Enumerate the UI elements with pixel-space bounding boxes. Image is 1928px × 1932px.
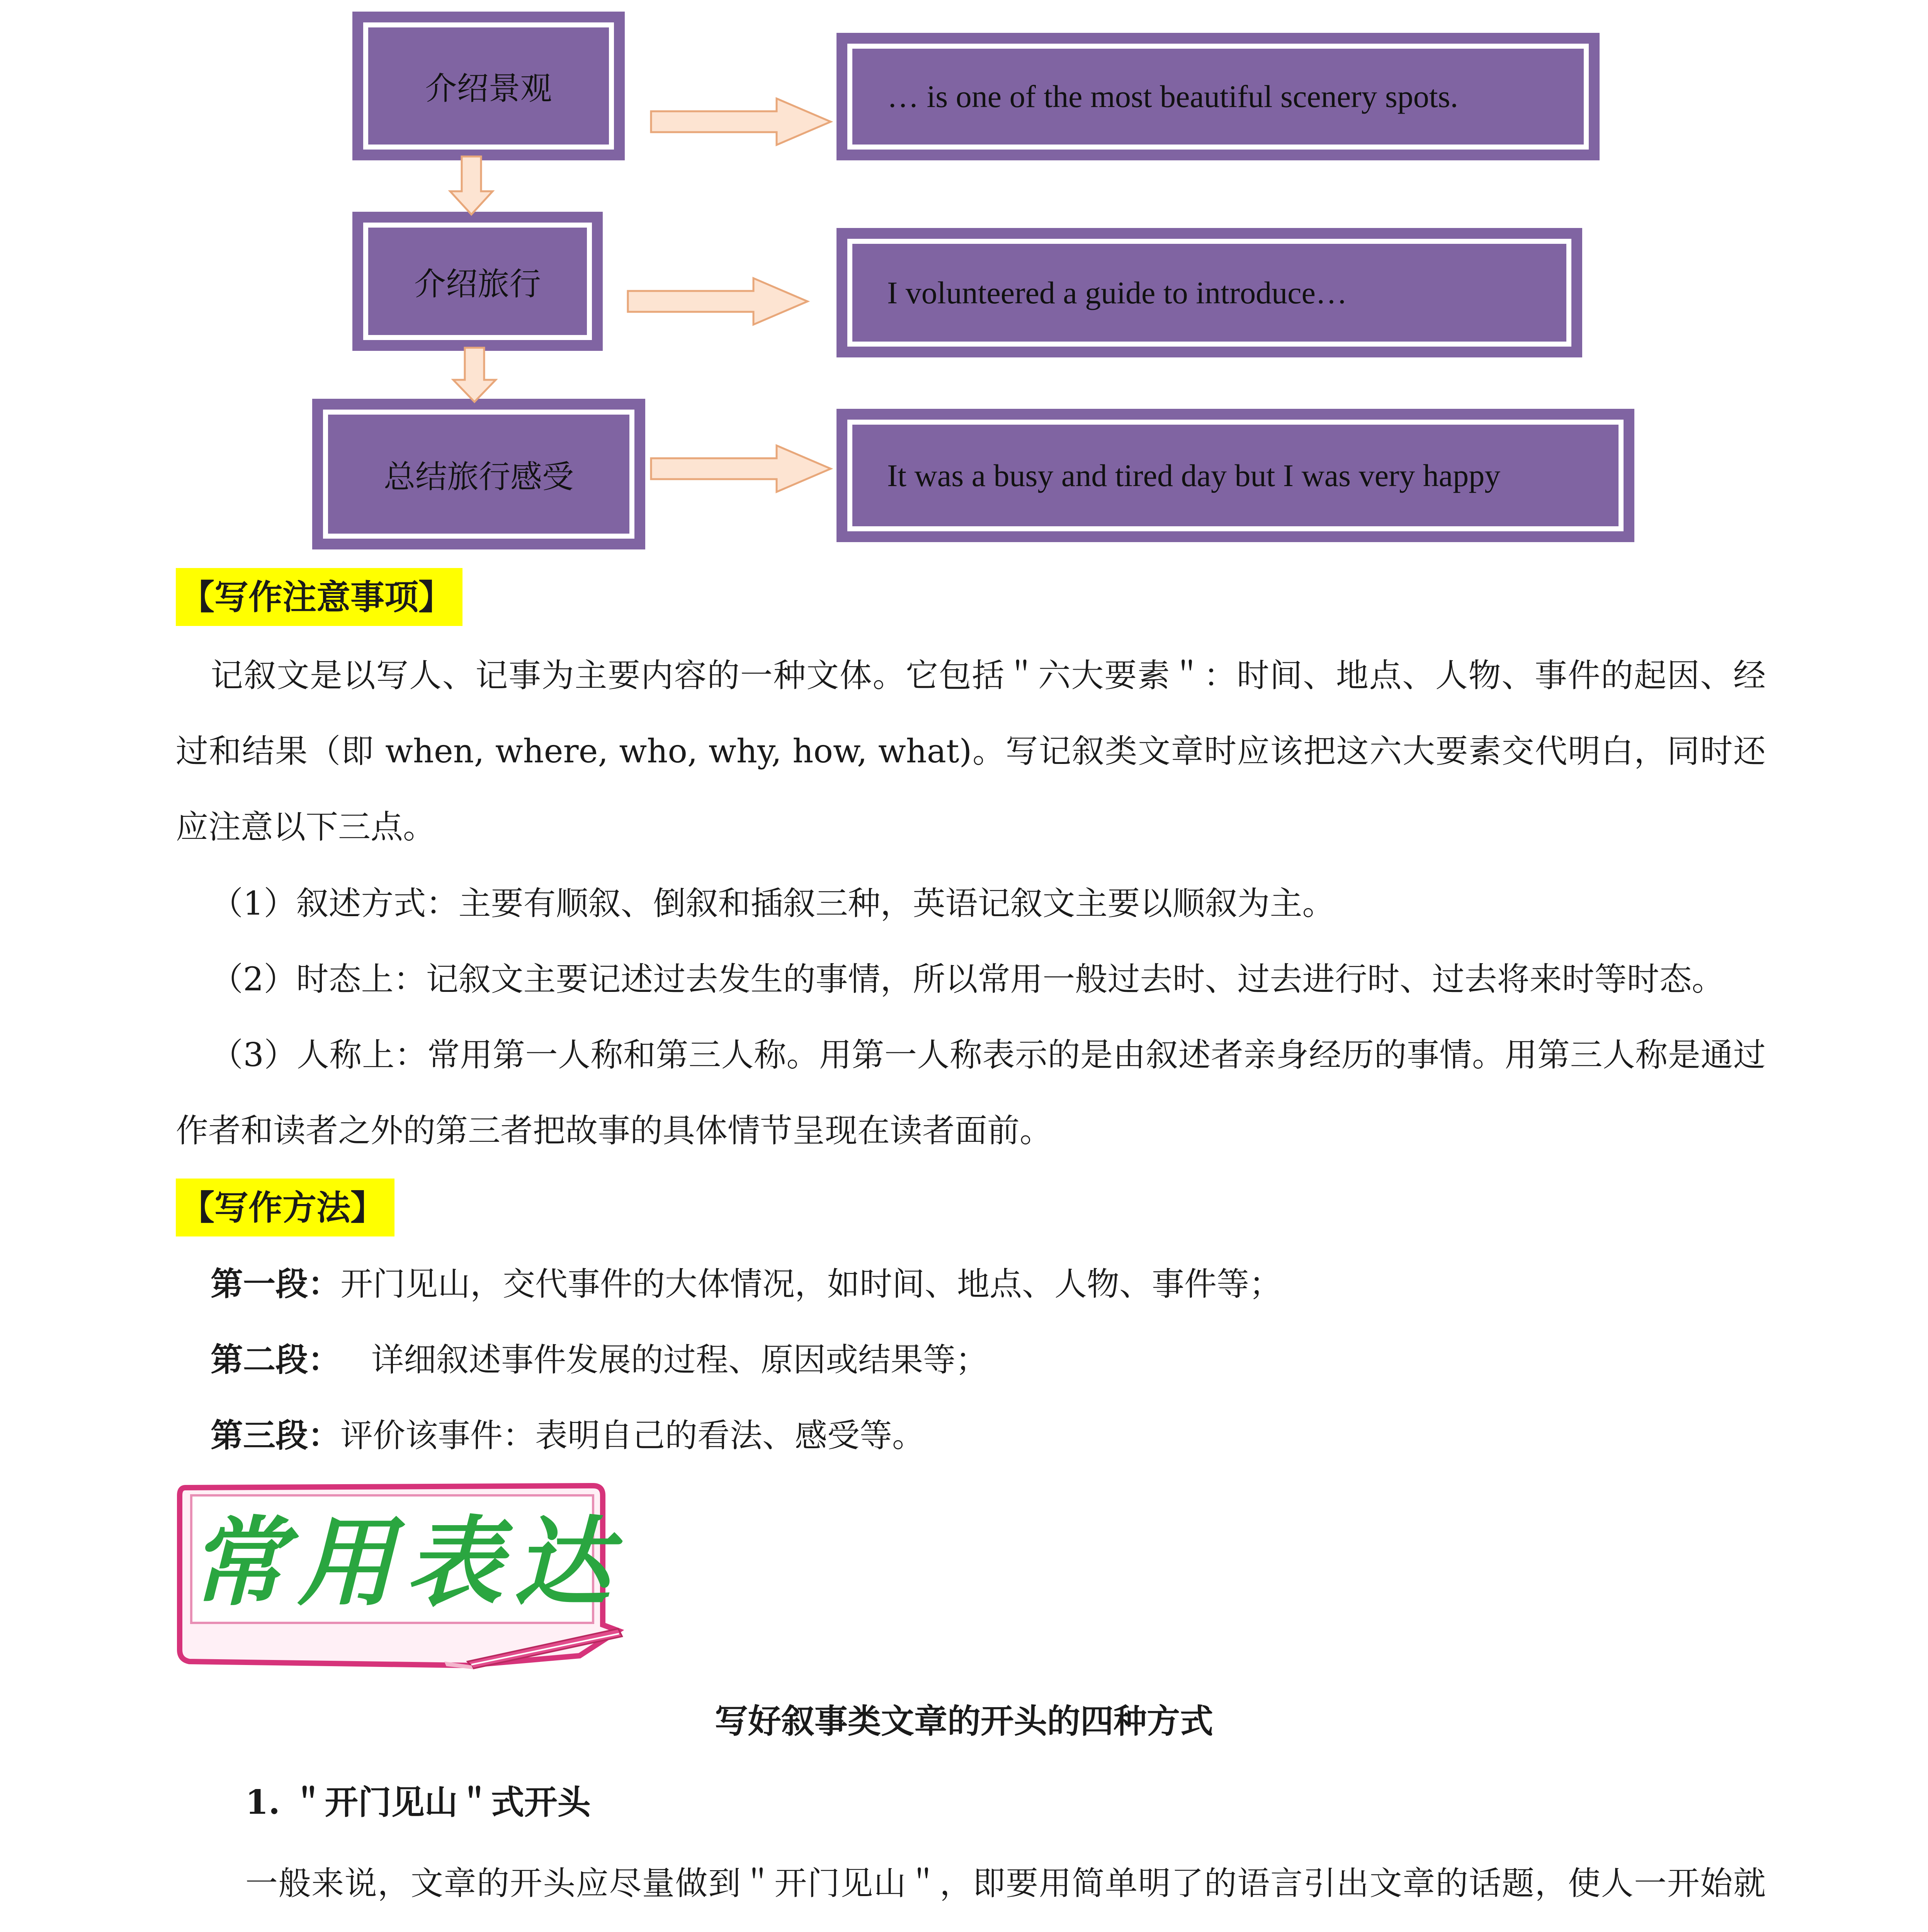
method-heading: 【写作方法】 xyxy=(176,1179,394,1236)
method-label-3: 第三段： xyxy=(211,1416,341,1454)
section-para-1: 一般来说，文章的开头应尽量做到＂开门见山＂，即要用简单明了的语言引出文章的话题，使人一开始就 xyxy=(245,1864,1766,1902)
section-subheading: 1. ＂开门见山＂式开头 xyxy=(245,1783,591,1822)
example-box-2 xyxy=(836,228,1582,357)
step-box-3 xyxy=(312,399,645,549)
notes-item-2: （2）时态上：记叙文主要记述过去发生的事情，所以常用一般过去时、过去进行时、过去将来时等时态。 xyxy=(211,960,1724,998)
method-para-1 xyxy=(211,1246,1756,1322)
section-title: 写好叙事类文章的开头的四种方式 xyxy=(715,1702,1213,1741)
example-text-1: … is one of the most beautiful scenery spots. xyxy=(887,79,1459,114)
down-arrow-icon xyxy=(451,346,498,404)
step-box-1 xyxy=(352,12,625,160)
right-arrow-icon xyxy=(649,444,835,494)
example-text-3: It was a busy and tired day but I was very happy xyxy=(887,457,1501,493)
method-text-1: 开门见山，交代事件的大体情况，如时间、地点、人物、事件等； xyxy=(340,1265,1282,1303)
step-label-3: 总结旅行感受 xyxy=(383,458,574,495)
example-text-2: I volunteered a guide to introduce… xyxy=(887,275,1347,310)
right-arrow-icon xyxy=(626,276,811,327)
method-text-2: 详细叙述事件发展的过程、原因或结果等； xyxy=(371,1341,988,1379)
example-box-1 xyxy=(836,33,1600,160)
down-arrow-icon xyxy=(448,155,495,216)
example-box-3 xyxy=(836,409,1634,542)
notes-item-3: （3）人称上：常用第一人称和第三人称。用第一人称表示的是由叙述者亲身经历的事情。用第三人称是通过作者和读者之外的第三者把故事的具体情节呈现在读者面前。 xyxy=(176,1036,1766,1150)
method-label-2: 第二段： xyxy=(211,1340,341,1379)
notes-heading: 【写作注意事项】 xyxy=(176,568,462,626)
step-label-2: 介绍旅行 xyxy=(414,265,541,303)
notes-intro: 记叙文是以写人、记事为主要内容的一种文体。它包括＂六大要素＂：时间、地点、人物、事件的起因、经过和结果（即 when, where, who, why, how, what)。写记叙类文章时应该把这六大要素交代明白，同时还应注意以下三点。 xyxy=(176,656,1766,846)
step-label-1: 介绍景观 xyxy=(425,70,552,107)
method-para-3 xyxy=(211,1398,1756,1473)
method-para-2 xyxy=(211,1322,1756,1398)
method-label-1: 第一段： xyxy=(211,1265,341,1303)
method-text-3: 评价该事件：表明自己的看法、感受等。 xyxy=(340,1417,925,1454)
banner-text: 常用表达 xyxy=(189,1507,622,1619)
step-box-2 xyxy=(352,212,603,351)
notes-item-1: （1）叙述方式：主要有顺叙、倒叙和插叙三种，英语记叙文主要以顺叙为主。 xyxy=(211,884,1335,922)
right-arrow-icon xyxy=(649,97,835,147)
